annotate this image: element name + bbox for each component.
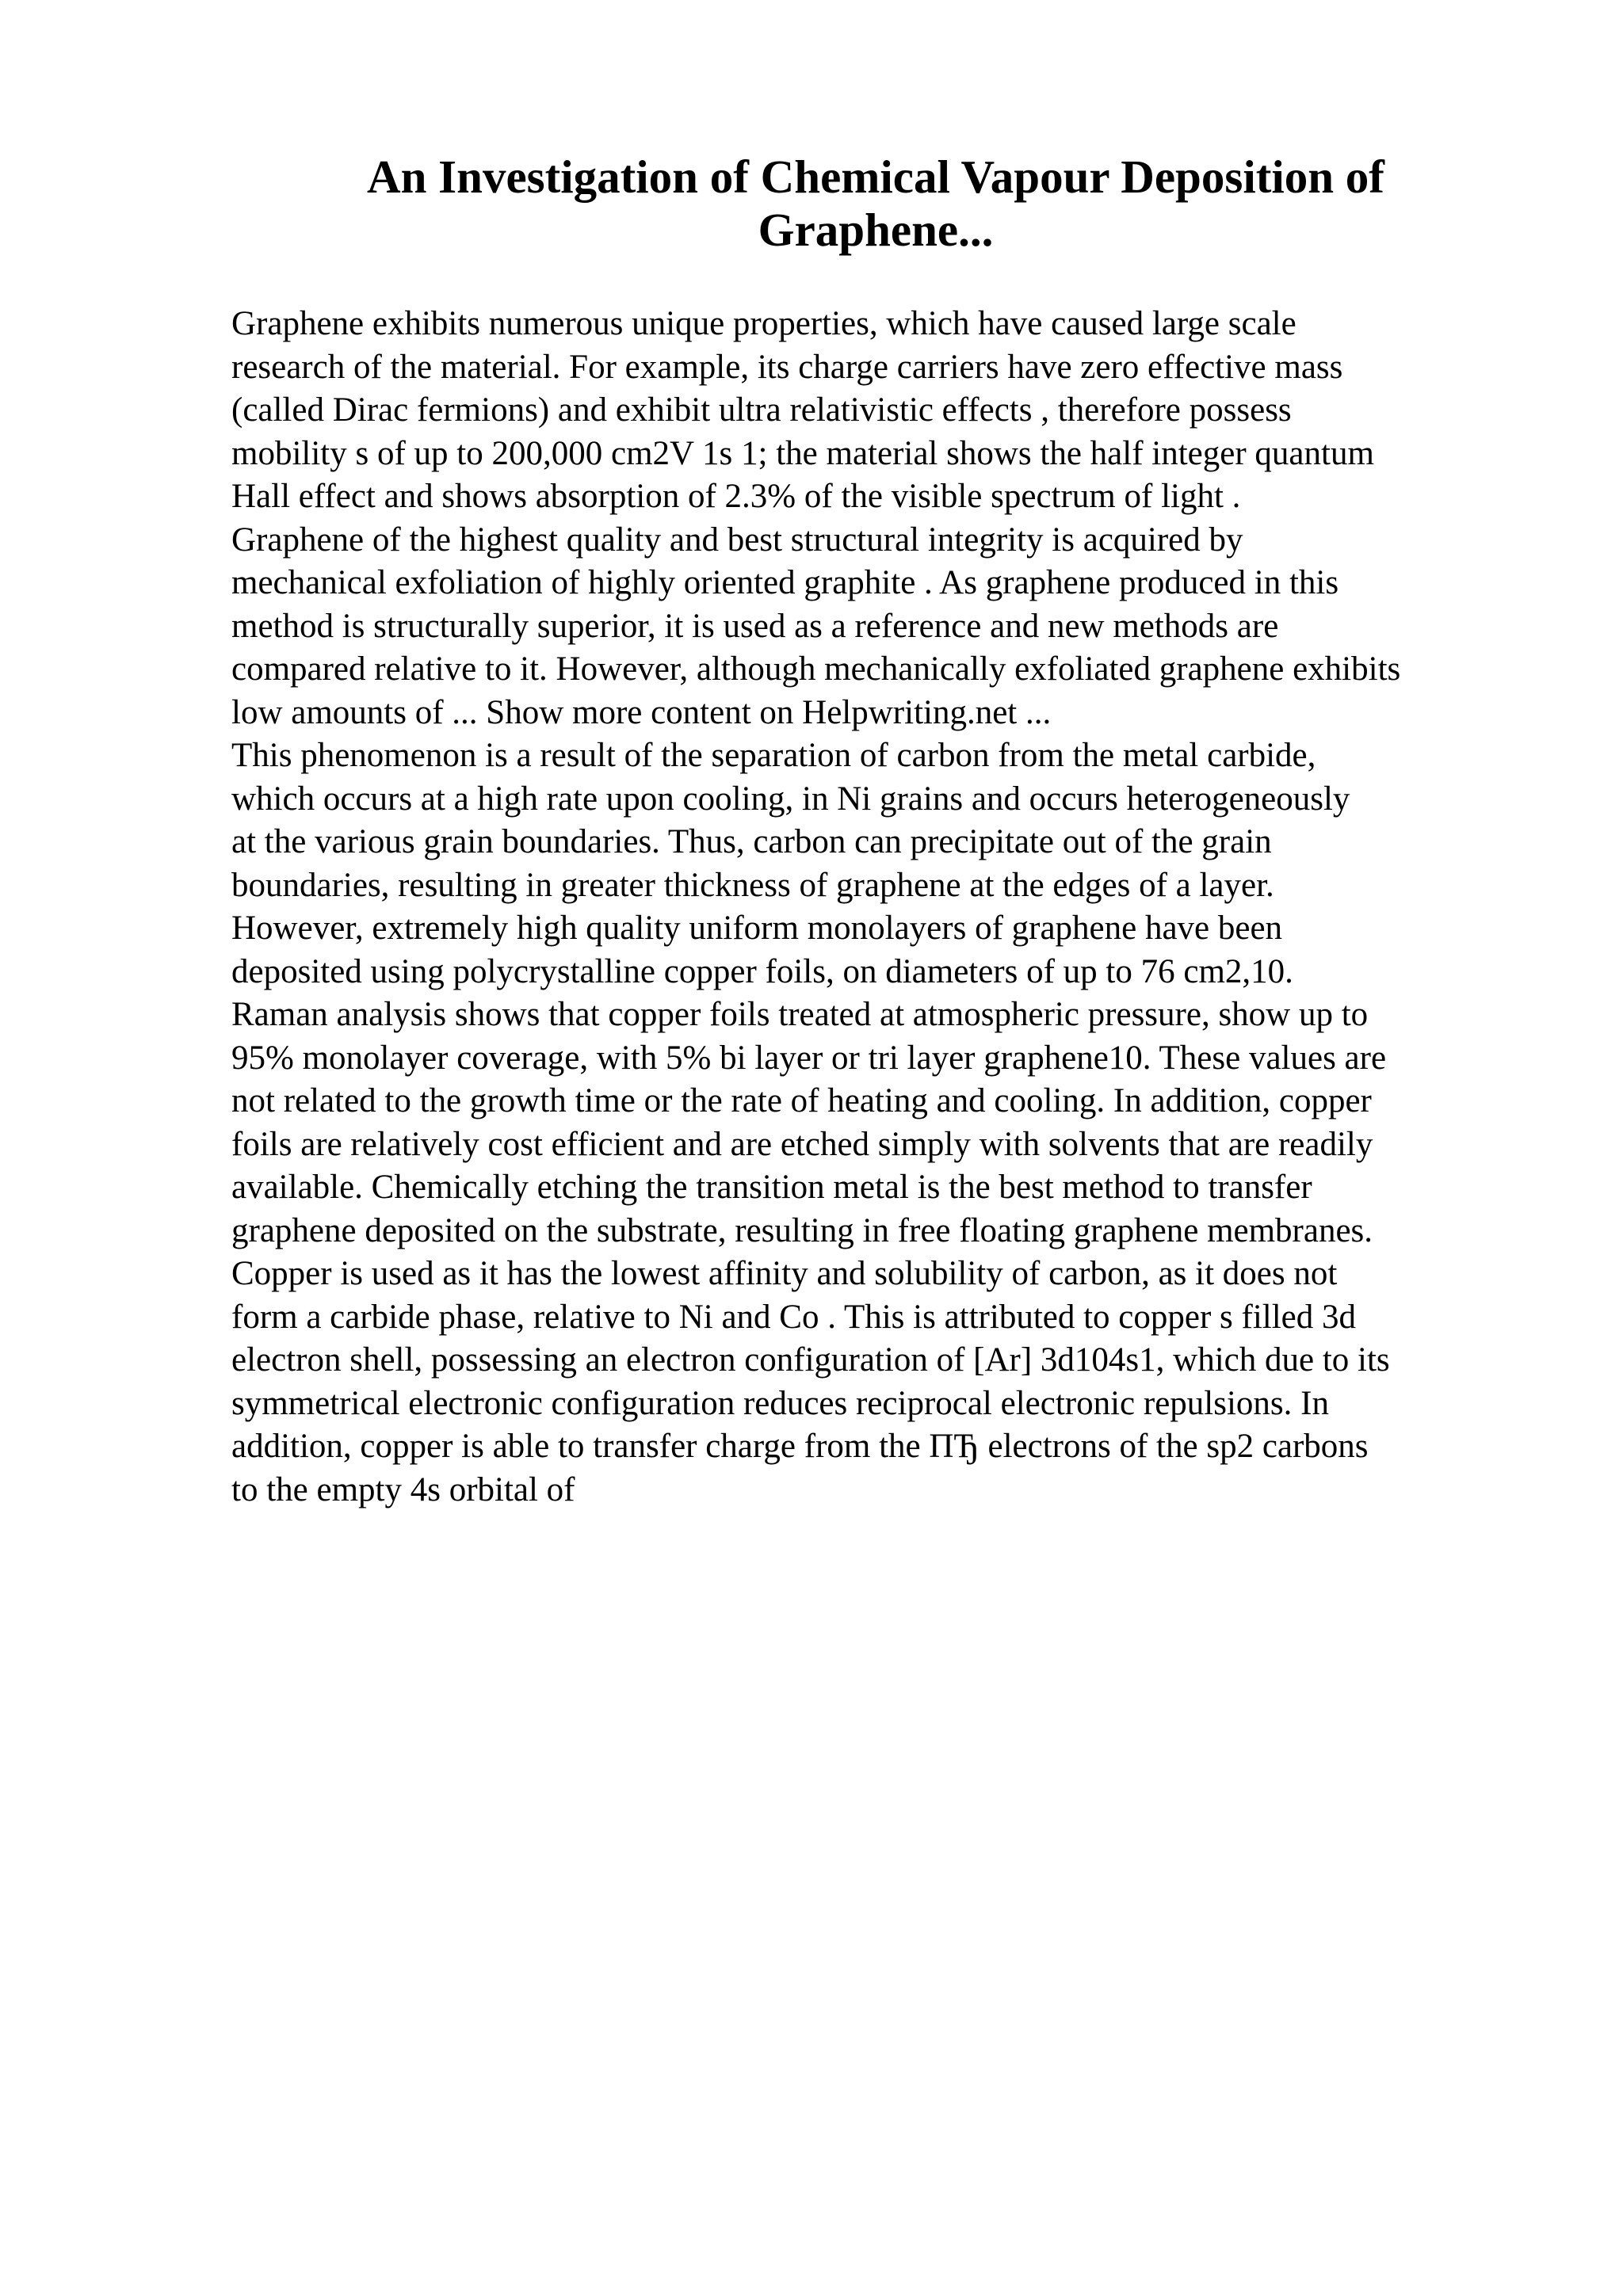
title-line-2: Graphene... bbox=[758, 204, 994, 256]
body-line: addition, copper is able to transfer charge from the ПЂ electrons of the sp2 carbons bbox=[231, 1428, 1369, 1465]
body-line: method is structurally superior, it is used as a reference and new methods are bbox=[231, 607, 1279, 645]
body-line: symmetrical electronic configuration reduces reciprocal electronic repulsions. In bbox=[231, 1384, 1329, 1422]
body-line: deposited using polycrystalline copper foils, on diameters of up to 76 cm2,10. bbox=[231, 952, 1293, 990]
body-line: Copper is used as it has the lowest affinity and solubility of carbon, as it does not bbox=[231, 1255, 1338, 1292]
body-line: (called Dirac fermions) and exhibit ultra relativistic effects , therefore possess bbox=[231, 391, 1292, 429]
body-line: Graphene of the highest quality and best structural integrity is acquired by bbox=[231, 521, 1243, 559]
document-body bbox=[231, 303, 1515, 1512]
body-line: electron shell, possessing an electron configuration of [Ar] 3d104s1, which due to its bbox=[231, 1341, 1390, 1379]
body-line: which occurs at a high rate upon cooling, in Ni grains and occurs heterogeneously bbox=[231, 780, 1350, 818]
body-line: Graphene exhibits numerous unique properties, which have caused large scale bbox=[231, 305, 1296, 342]
body-line: to the empty 4s orbital of bbox=[231, 1470, 575, 1508]
body-line: research of the material. For example, its charge carriers have zero effective mass bbox=[231, 348, 1343, 386]
body-line: available. Chemically etching the transition metal is the best method to transfer bbox=[231, 1169, 1312, 1206]
body-line: foils are relatively cost efficient and are etched simply with solvents that are readily bbox=[231, 1125, 1373, 1163]
document-title bbox=[301, 151, 1450, 257]
body-line: mobility s of up to 200,000 cm2V 1s 1; the material shows the half integer quantum bbox=[231, 434, 1374, 472]
body-line: graphene deposited on the substrate, resulting in free floating graphene membranes. bbox=[231, 1211, 1373, 1249]
body-line: mechanical exfoliation of highly oriented graphite . As graphene produced in this bbox=[231, 564, 1339, 601]
body-line: Raman analysis shows that copper foils treated at atmospheric pressure, show up to bbox=[231, 996, 1369, 1033]
title-line-1: An Investigation of Chemical Vapour Deposition of bbox=[367, 151, 1384, 203]
body-line: However, extremely high quality uniform monolayers of graphene have been bbox=[231, 910, 1283, 947]
body-line: form a carbide phase, relative to Ni and Co . This is attributed to copper s filled 3d bbox=[231, 1298, 1357, 1336]
show-more-line: low amounts of ... Show more content on Helpwriting.net ... bbox=[231, 693, 1052, 731]
body-line: Hall effect and shows absorption of 2.3% of the visible spectrum of light . bbox=[231, 478, 1241, 515]
body-line: at the various grain boundaries. Thus, carbon can precipitate out of the grain bbox=[231, 823, 1272, 860]
body-line: 95% monolayer coverage, with 5% bi layer or tri layer graphene10. These values are bbox=[231, 1039, 1387, 1077]
body-line: not related to the growth time or the rate of heating and cooling. In addition, copper bbox=[231, 1082, 1372, 1119]
body-line: This phenomenon is a result of the separation of carbon from the metal carbide, bbox=[231, 737, 1316, 774]
body-line: boundaries, resulting in greater thickness of graphene at the edges of a layer. bbox=[231, 866, 1274, 904]
body-line: compared relative to it. However, although mechanically exfoliated graphene exhibits bbox=[231, 650, 1401, 688]
